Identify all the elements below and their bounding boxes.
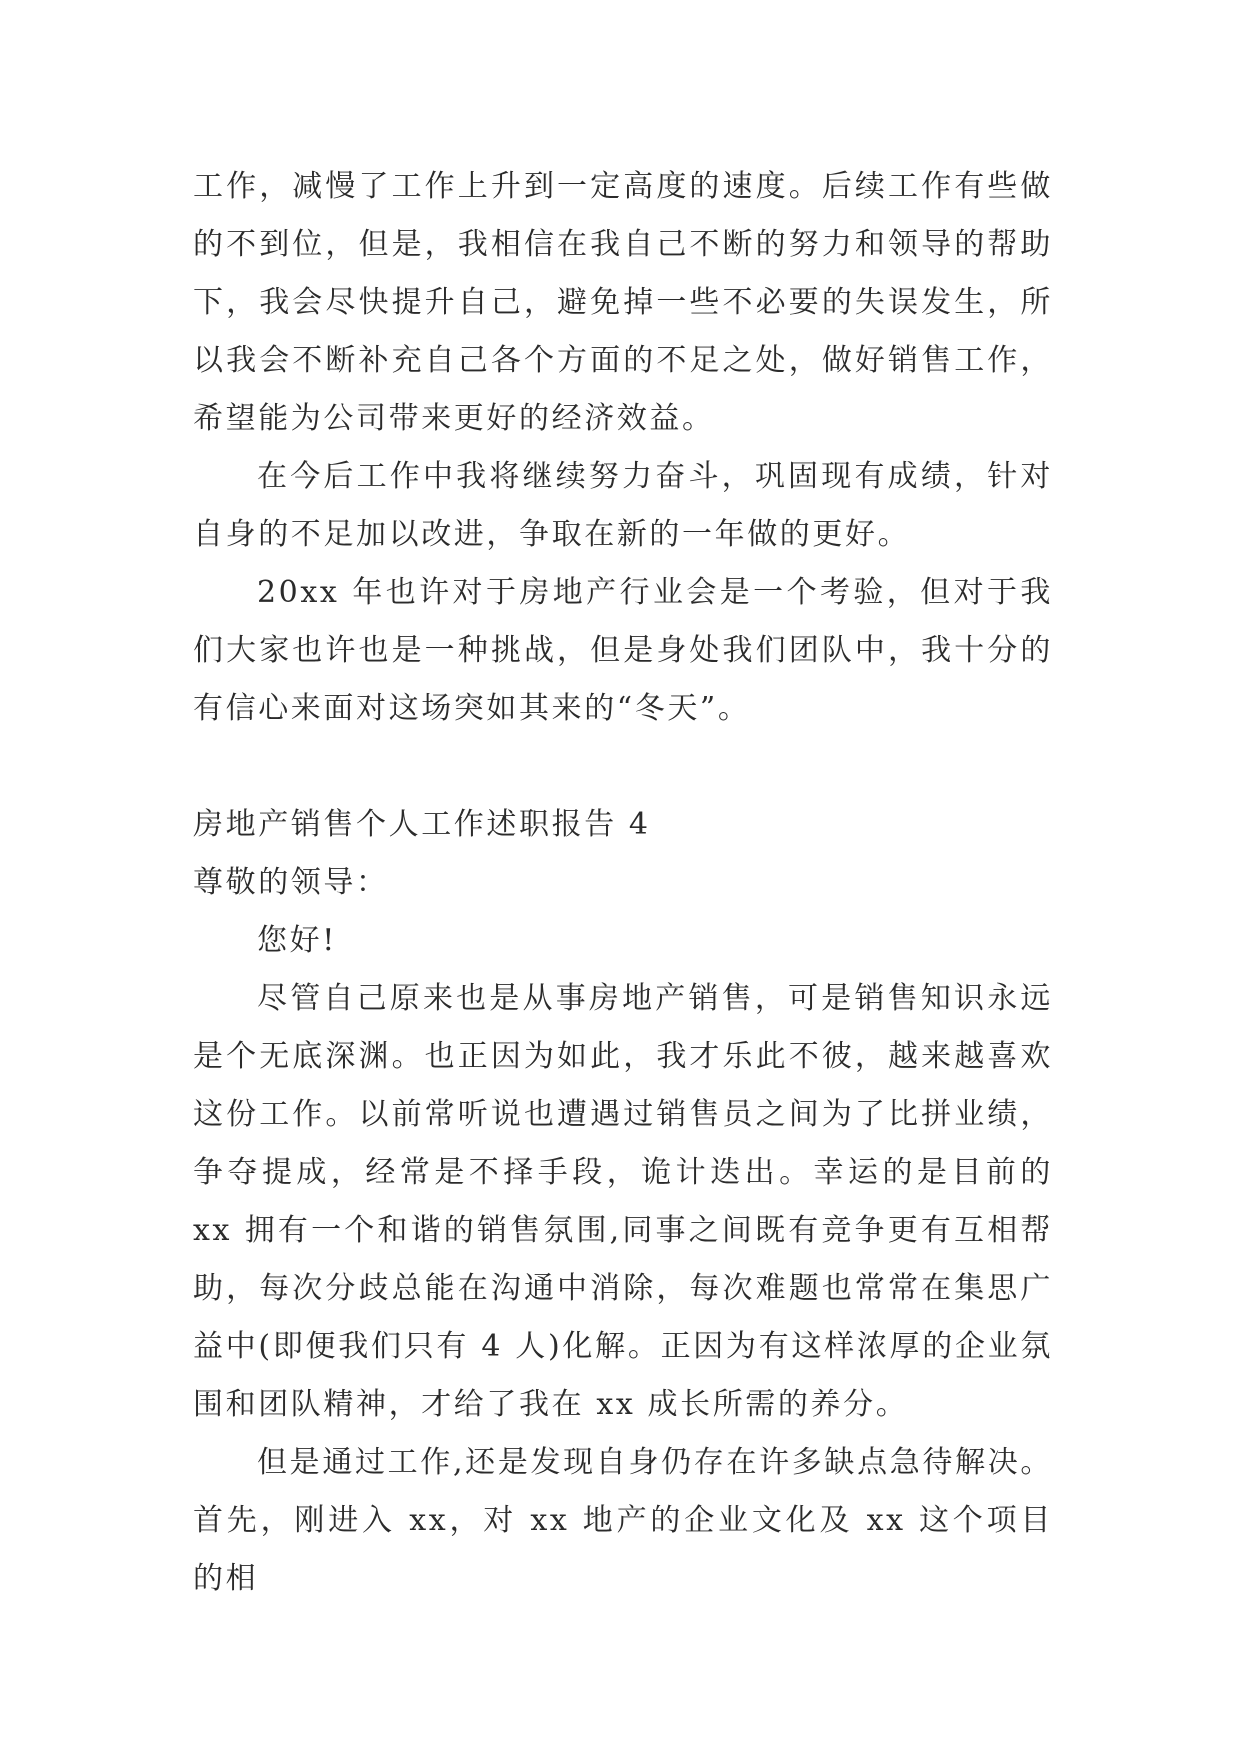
- document-body: [193, 158, 1053, 1608]
- section-title: 房地产销售个人工作述职报告 4: [193, 807, 651, 842]
- greeting: 您好!: [257, 923, 337, 958]
- salutation: 尊敬的领导：: [193, 865, 389, 900]
- body-paragraph-3: 20xx 年也许对于房地产行业会是一个考验，但对于我们大家也许也是一种挑战，但是身处我们团队中，我十分的有信心来面对这场突如其来的“冬天”。: [193, 575, 1053, 726]
- body-paragraph-1: 工作，减慢了工作上升到一定高度的速度。后续工作有些做的不到位，但是，我相信在我自己不断的努力和领导的帮助下，我会尽快提升自己，避免掉一些不必要的失误发生，所以我会不断补充自己各个方面的不足之处，做好销售工作，希望能为公司带来更好的经济效益。: [193, 169, 1053, 436]
- body-paragraph-5: 但是通过工作,还是发现自身仍存在许多缺点急待解决。首先，刚进入 xx，对 xx 地产的企业文化及 xx 这个项目的相: [193, 1445, 1053, 1596]
- body-paragraph-2: 在今后工作中我将继续努力奋斗，巩固现有成绩，针对自身的不足加以改进，争取在新的一年做的更好。: [193, 459, 1053, 552]
- body-paragraph-4: 尽管自己原来也是从事房地产销售，可是销售知识永远是个无底深渊。也正因为如此，我才乐此不彼，越来越喜欢这份工作。以前常听说也遭遇过销售员之间为了比拼业绩，争夺提成，经常是不择手段，诡计迭出。幸运的是目前的 xx 拥有一个和谐的销售氛围,同事之间既有竞争更有互相帮助，每次分歧总能在沟通中消除，每次难题也常常在集思广益中(即便我们只有 4 人)化解。正因为有这样浓厚的企业氛围和团队精神，才给了我在 xx 成长所需的养分。: [193, 981, 1053, 1422]
